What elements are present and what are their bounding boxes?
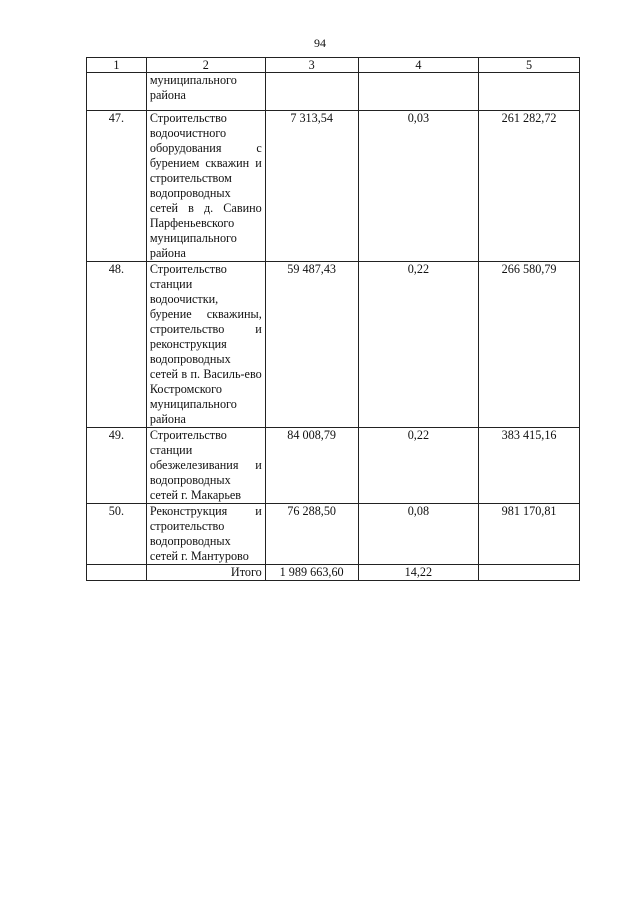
row-number-cell [87, 73, 147, 111]
row-col5-cell: 981 170,81 [479, 504, 580, 565]
table-total-row [87, 565, 580, 581]
row-col4-cell: 0,08 [358, 504, 479, 565]
row-col5-cell: 383 415,16 [479, 428, 580, 504]
table-row [87, 504, 580, 565]
row-col4-cell [358, 73, 479, 111]
row-name-cell: муниципального района [146, 73, 265, 111]
table-row-continuation [87, 73, 580, 111]
row-number-cell: 49. [87, 428, 147, 504]
row-name-cell: Строительство станции водоочистки, бурение скважины, строительство и реконструкция водопроводных сетей в п. Василь-ево Костромского муниципального района [146, 262, 265, 428]
table-row [87, 428, 580, 504]
table-header-row [87, 58, 580, 73]
row-name-cell: Реконструкция и строительство водопроводных сетей г. Мантурово [146, 504, 265, 565]
total-col5-cell [479, 565, 580, 581]
total-col3-cell: 1 989 663,60 [265, 565, 358, 581]
header-cell: 4 [358, 58, 479, 73]
page-number: 94 [314, 36, 326, 50]
header-cell: 1 [87, 58, 147, 73]
row-col5-cell: 266 580,79 [479, 262, 580, 428]
row-number-cell: 48. [87, 262, 147, 428]
row-col5-cell [479, 73, 580, 111]
header-cell: 2 [146, 58, 265, 73]
header-cell: 5 [479, 58, 580, 73]
row-col3-cell: 7 313,54 [265, 111, 358, 262]
row-number-cell: 50. [87, 504, 147, 565]
row-col4-cell: 0,03 [358, 111, 479, 262]
row-col4-cell: 0,22 [358, 428, 479, 504]
row-col3-cell: 76 288,50 [265, 504, 358, 565]
total-col4-cell: 14,22 [358, 565, 479, 581]
table-row [87, 111, 580, 262]
header-cell: 3 [265, 58, 358, 73]
row-col3-cell [265, 73, 358, 111]
row-col5-cell: 261 282,72 [479, 111, 580, 262]
data-table [86, 57, 580, 581]
row-number-cell: 47. [87, 111, 147, 262]
row-number-cell [87, 565, 147, 581]
row-name-cell: Строительство водоочистного оборудования с бурением скважин и строительством водопроводных сетей в д. Савино Парфеньевского муниципального района [146, 111, 265, 262]
total-label: Итого [146, 565, 265, 581]
row-name-cell: Строительство станции обезжелезивания и водопроводных сетей г. Макарьев [146, 428, 265, 504]
table-row [87, 262, 580, 428]
row-col3-cell: 84 008,79 [265, 428, 358, 504]
row-col3-cell: 59 487,43 [265, 262, 358, 428]
row-col4-cell: 0,22 [358, 262, 479, 428]
